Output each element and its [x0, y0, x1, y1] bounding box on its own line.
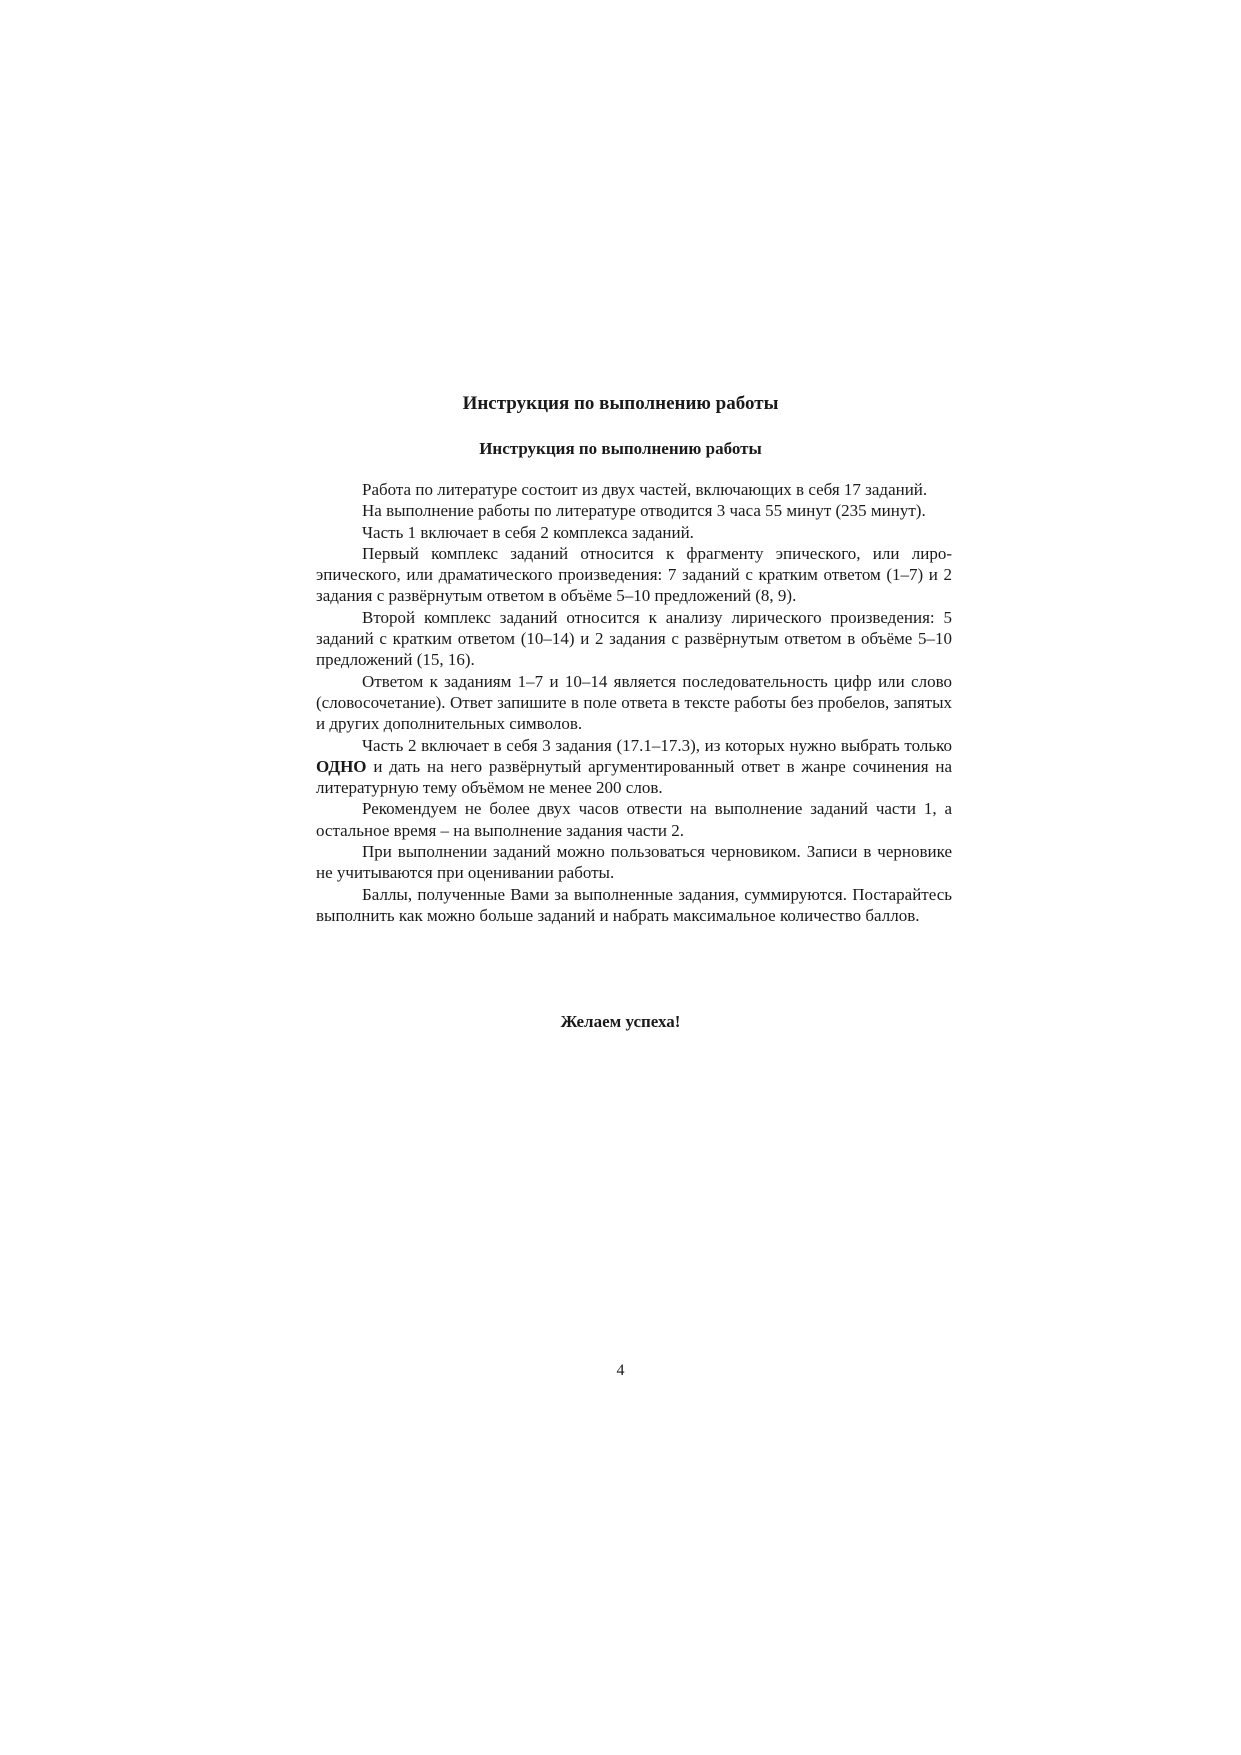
part2-emphasis: ОДНО: [316, 756, 367, 776]
page-subtitle: Инструкция по выполнению работы: [479, 439, 762, 458]
part2-text-after: и дать на него развёрнутый аргументированный ответ в жанре сочинения на литературную тему объёмом не менее 200 слов.: [316, 756, 952, 798]
part2-text-before: Часть 2 включает в себя 3 задания (17.1–17.3), из которых нужно выбрать только: [362, 735, 952, 755]
paragraph-scoring: Баллы, полученные Вами за выполненные задания, суммируются. Постарайтесь выполнить как можно больше заданий и набрать максимальное количество баллов.: [316, 884, 952, 925]
paragraph-time: На выполнение работы по литературе отводится 3 часа 55 минут (235 минут).: [362, 501, 926, 521]
paragraph-recommendation: Рекомендуем не более двух часов отвести на выполнение заданий части 1, а остальное время – на выполнение задания части 2.: [316, 799, 952, 840]
paragraph-composition: Работа по литературе состоит из двух частей, включающих в себя 17 заданий.: [362, 480, 928, 499]
page-number: 4: [616, 1362, 625, 1379]
paragraph-first-set: Первый комплекс заданий относится к фрагменту эпического, или лиро-эпического, или драматического произведения: 7 заданий с кратким ответом (1–7) и 2 задания с развёрнутым ответом в объёме 5–10 предложений (8, 9).: [316, 543, 952, 606]
paragraph-part1: Часть 1 включает в себя 2 комплекса заданий.: [362, 522, 694, 542]
page-title: Инструкция по выполнению работы: [462, 393, 779, 414]
paragraph-part2: [316, 735, 952, 799]
instructions-body: [316, 479, 952, 926]
paragraph-draft: При выполнении заданий можно пользоваться черновиком. Записи в черновике не учитываются при оценивании работы.: [316, 842, 952, 883]
paragraph-second-set: Второй комплекс заданий относится к анализу лирического произведения: 5 заданий с кратким ответом (10–14) и 2 задания с развёрнутым ответом в объёме 5–10 предложений (15, 16).: [316, 607, 952, 670]
closing-wish: Желаем успеха!: [560, 1012, 681, 1031]
paragraph-answer-format: Ответом к заданиям 1–7 и 10–14 является последовательность цифр или слово (словосочетание). Ответ запишите в поле ответа в тексте работы без пробелов, запятых и других дополнительных символов.: [316, 671, 952, 734]
